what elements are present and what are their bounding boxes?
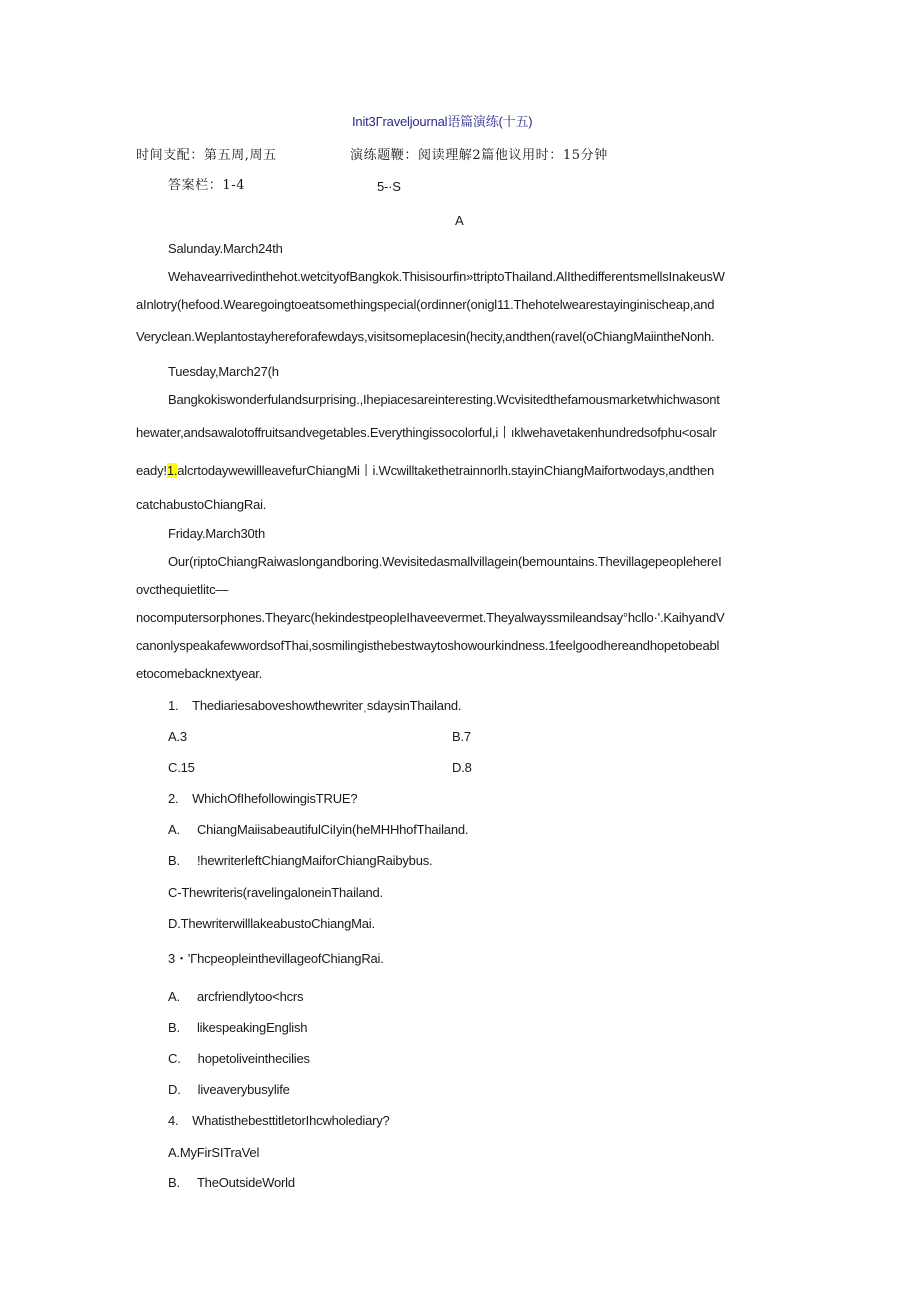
entry2-line: catchabustoChiangRai. <box>136 497 267 512</box>
q2-option-b: B. !hewriterleftChiangMaiforChiangRaibybus. <box>168 853 433 868</box>
q3-option-c: C. hopetoliveinthecilies <box>168 1051 310 1066</box>
question-4-stem: 4. WhatisthebesttitletorIhcwholediary? <box>168 1113 390 1128</box>
time-schedule: 时间支配：第五周,周五 <box>136 148 277 163</box>
answer-range-2: 5-·S <box>377 179 401 194</box>
answer-box-label: 答案栏：1-4 <box>168 178 246 193</box>
question-1-stem: 1. ThediariesaboveshowthewriterˌsdaysinThailand. <box>168 698 462 713</box>
q1-option-b: B.7 <box>452 729 471 744</box>
question-2-stem: 2. WhichOfIhefollowingisTRUE? <box>168 791 358 806</box>
entry3-line: Our(riptoChiangRaiwaslongandboring.Wevisitedasmallvillagein(bemountains.ThevillagepeoplehereI <box>168 554 722 569</box>
q4-option-a: A.MyFirSITraVel <box>168 1145 260 1160</box>
entry3-line: canonlyspeakafewwordsofThai,sosmilingisthebestwaytoshowourkindness.1feelgoodhereandhopetobeabl <box>136 638 720 653</box>
q3-option-b: B. likespeakingEnglish <box>168 1020 308 1035</box>
entry2-date: Tuesday,March27(h <box>168 364 279 379</box>
entry3-line: nocomputersorphones.Theyarc(hekindestpeopleIhaveevermet.Theyalwayssmileandsay°hcllo·'.KaihyandV <box>136 610 725 625</box>
entry1-line: Wehavearrivedinthehot.wetcityofBangkok.Thisisourfin»ttriptoThailand.AlIthedifferentsmellsInakeusW <box>168 269 725 284</box>
section-letter: A <box>455 213 464 228</box>
entry2-line: Bangkokiswonderfulandsurprising.,Ihepiacesareinteresting.Wcvisitedthefamousmarketwhichwasont <box>168 392 720 407</box>
q2-option-c: C-Thewriteris(ravelingaloneinThailand. <box>168 885 383 900</box>
q3-option-d: D. liveaverybusylife <box>168 1082 290 1097</box>
q2-option-d: D.ThewriterwilllakeabustoChiangMai. <box>168 916 375 931</box>
page-title: Init3Γraveljournal语篇演练(十五) <box>352 114 533 129</box>
q1-option-a: A.3 <box>168 729 187 744</box>
q1-option-c: C.15 <box>168 760 195 775</box>
entry1-line: aInlotry(hefood.Wearegoingtoeatsomethingspecial(ordinner(onigl11.Thehotelwearestayinginischeap,and <box>136 297 715 312</box>
highlight-mark: 1. <box>166 463 178 478</box>
q1-option-d: D.8 <box>452 760 472 775</box>
q2-option-a: A. ChiangMaiisabeautifulCiIyin(heMHHhofThailand. <box>168 822 469 837</box>
entry2-line: hewater,andsawalotoffruitsandvegetables.Everythingissocolorful,i丨ıklwehavetakenhundredsofphu<osalr <box>136 425 717 440</box>
question-3-stem: 3・'ΓhcpeopleinthevillageofChiangRai. <box>168 951 384 966</box>
q4-option-b: B. TheOutsideWorld <box>168 1175 295 1190</box>
entry2-line3-post: alcrtodaywewillleavefurChiangMi丨i.Wcwilltakethetrainnorlh.stayinChiangMaifortwodays,andthen <box>177 463 714 478</box>
entry3-line: ovcthequietlitc— <box>136 582 229 597</box>
entry3-date: Friday.March30th <box>168 526 265 541</box>
entry1-line: Veryclean.Weplantostayhereforafewdays,visitsomeplacesin(hecity,andthen(ravel(oChiangMaiintheNonh. <box>136 329 715 344</box>
q3-option-a: A. arcfriendlytoo<hcrs <box>168 989 304 1004</box>
entry1-date: Salunday.March24th <box>168 241 283 256</box>
entry2-line <box>136 463 714 479</box>
entry2-line3-pre: eady! <box>136 463 167 478</box>
entry3-line: etocomebacknextyear. <box>136 666 263 681</box>
task-info: 演练题鞭：阅读理解2篇他议用时：15分钟 <box>350 148 608 163</box>
